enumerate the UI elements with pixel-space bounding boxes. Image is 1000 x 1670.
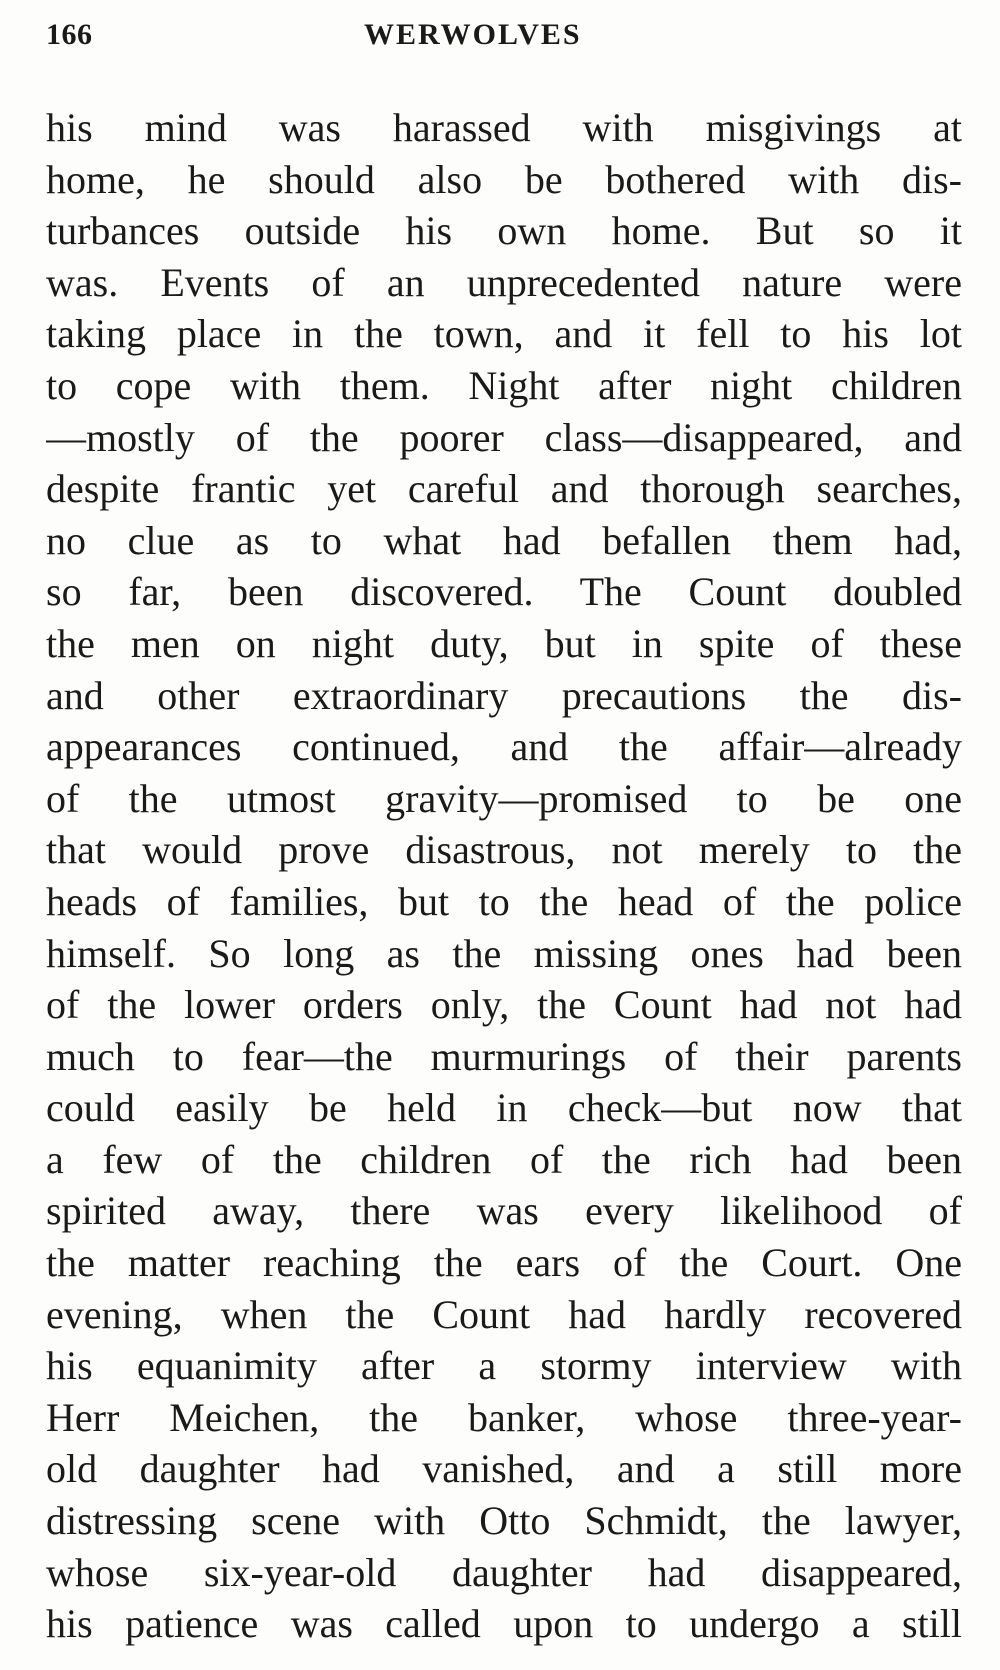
running-head <box>46 18 966 66</box>
text-line: the matter reaching the ears of the Court. One <box>46 1240 962 1286</box>
text-line: and other extraordinary precautions the dis- <box>46 672 962 718</box>
text-line: distressing scene with Otto Schmidt, the lawyer, <box>46 1498 962 1544</box>
text-line: could easily be held in check—but now that <box>46 1085 962 1131</box>
text-line: that would prove disastrous, not merely to the <box>46 827 962 873</box>
text-line: of the utmost gravity—promised to be one <box>46 775 962 821</box>
text-line: his patience was called upon to undergo a still <box>46 1601 962 1647</box>
text-line: his mind was harassed with misgivings at <box>46 105 962 150</box>
text-line: of the lower orders only, the Count had not had <box>46 982 962 1028</box>
text-line: himself. So long as the missing ones had been <box>46 930 962 976</box>
text-line: appearances continued, and the affair—already <box>46 724 962 770</box>
text-line: spirited away, there was every likelihood of <box>46 1188 962 1234</box>
text-line: —mostly of the poorer class—disappeared, and <box>46 414 962 460</box>
text-line: a few of the children of the rich had been <box>46 1136 962 1182</box>
text-line: the men on night duty, but in spite of these <box>46 620 962 666</box>
text-line: evening, when the Count had hardly recovered <box>46 1291 962 1337</box>
text-line: turbances outside his own home. But so it <box>46 208 962 254</box>
text-line: much to fear—the murmurings of their parents <box>46 1033 962 1079</box>
text-line: despite frantic yet careful and thorough searches, <box>46 466 962 512</box>
text-line: his equanimity after a stormy interview with <box>46 1343 962 1389</box>
page-number: 166 <box>46 18 93 51</box>
text-line: Herr Meichen, the banker, whose three-year- <box>46 1394 962 1440</box>
text-line: taking place in the town, and it fell to his lot <box>46 311 962 357</box>
text-line: to cope with them. Night after night children <box>46 362 962 408</box>
text-line: old daughter had vanished, and a still more <box>46 1446 962 1492</box>
text-line: heads of families, but to the head of the police <box>46 878 962 924</box>
text-line: whose six-year-old daughter had disappeared, <box>46 1549 962 1595</box>
text-line: so far, been discovered. The Count doubled <box>46 569 962 615</box>
text-line: was. Events of an unprecedented nature were <box>46 259 962 305</box>
text-line: home, he should also be bothered with dis- <box>46 156 962 202</box>
text-line: no clue as to what had befallen them had, <box>46 517 962 563</box>
body-text <box>46 102 962 1650</box>
running-title: WERWOLVES <box>364 18 582 51</box>
